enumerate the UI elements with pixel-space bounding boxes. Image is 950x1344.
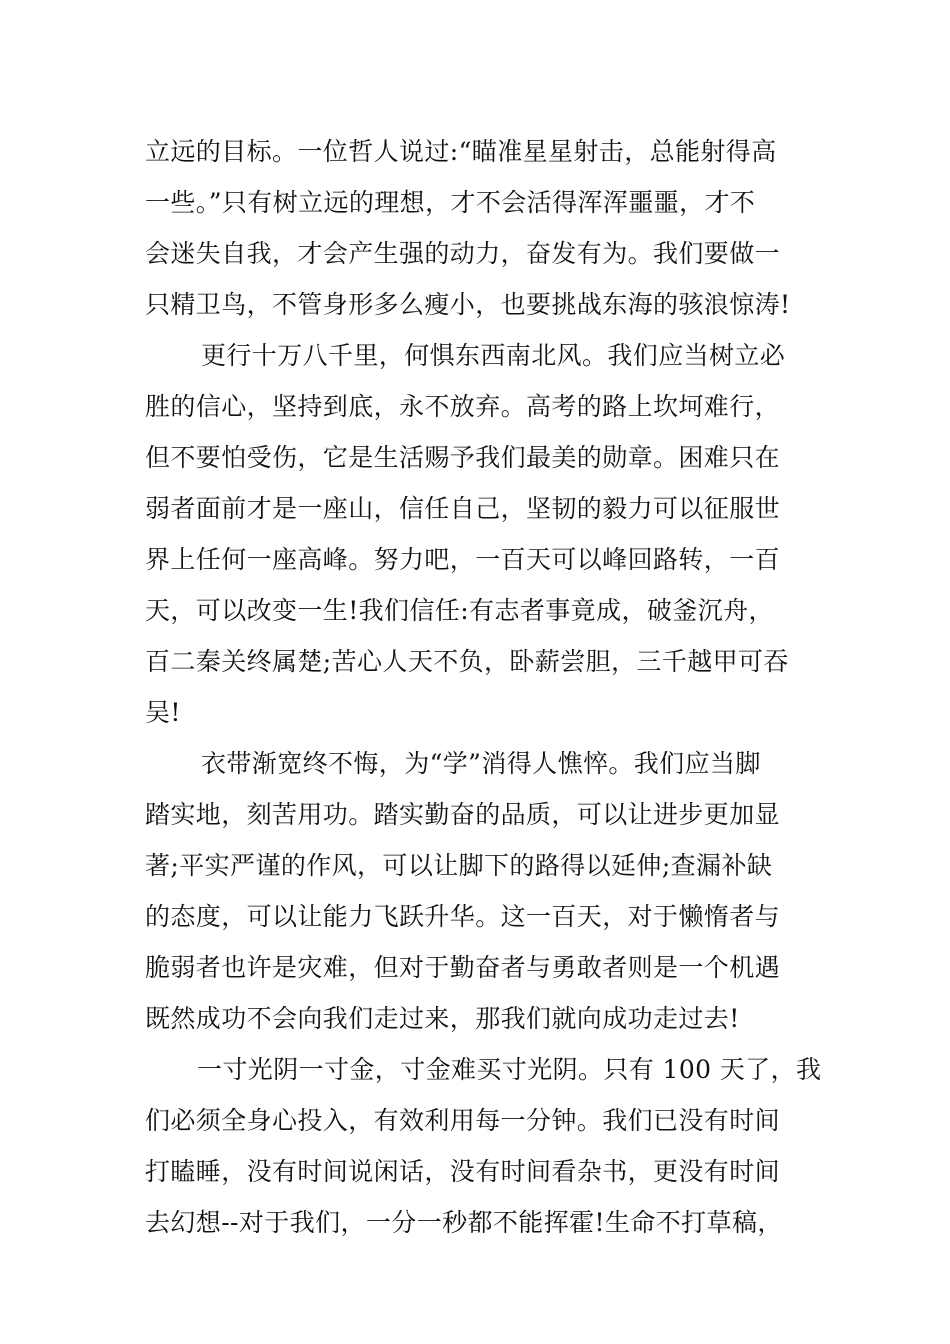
text-line: 打瞌睡，没有时间说闲话，没有时间看杂书，更没有时间: [145, 1157, 781, 1186]
text-line: 胜的信心，坚持到底，永不放弃。高考的路上坎坷难行，: [145, 392, 781, 421]
paragraph-first-line: 衣带渐宽终不悔，为“学”消得人憔悴。我们应当脚: [201, 749, 761, 778]
text-line: 只精卫鸟，不管身形多么瘦小，也要挑战东海的骇浪惊涛!: [145, 290, 791, 319]
document-body: [145, 126, 822, 1248]
text-line: 立远的目标。一位哲人说过:“瞄准星星射击，总能射得高: [145, 137, 777, 166]
paragraph-first-line: 更行十万八千里，何惧东西南北风。我们应当树立必: [201, 341, 786, 370]
text-line: 吴!: [145, 698, 181, 727]
text-line: 去幻想--对于我们，一分一秒都不能挥霍!生命不打草稿，: [145, 1208, 783, 1237]
text-line: 一些。”只有树立远的理想，才不会活得浑浑噩噩，才不: [145, 188, 756, 217]
text-line: 天，可以改变一生!我们信任:有志者事竟成，破釜沉舟，: [145, 596, 774, 625]
text-line: 会迷失自我，才会产生强的动力，奋发有为。我们要做一: [145, 239, 781, 268]
text-line: 著;平实严谨的作风，可以让脚下的路得以延伸;查漏补缺: [145, 851, 773, 880]
text-line: 们必须全身心投入，有效利用每一分钟。我们已没有时间: [145, 1106, 781, 1135]
text-line: 的态度，可以让能力飞跃升华。这一百天，对于懒惰者与: [145, 902, 781, 931]
paragraph-first-line: 一寸光阴一寸金，寸金难买寸光阴。只有 100 天了，我: [197, 1055, 822, 1084]
text-line: 脆弱者也许是灾难，但对于勤奋者与勇敢者则是一个机遇: [145, 953, 781, 982]
text-line: 既然成功不会向我们走过来，那我们就向成功走过去!: [145, 1004, 740, 1033]
text-line: 踏实地，刻苦用功。踏实勤奋的品质，可以让进步更加显: [145, 800, 781, 829]
text-line: 百二秦关终属楚;苦心人天不负，卧薪尝胆，三千越甲可吞: [145, 647, 789, 676]
text-line: 但不要怕受伤，它是生活赐予我们最美的勋章。困难只在: [145, 443, 781, 472]
text-line: 界上任何一座高峰。努力吧，一百天可以峰回路转，一百: [145, 545, 781, 574]
text-line: 弱者面前才是一座山，信任自己，坚韧的毅力可以征服世: [145, 494, 781, 523]
